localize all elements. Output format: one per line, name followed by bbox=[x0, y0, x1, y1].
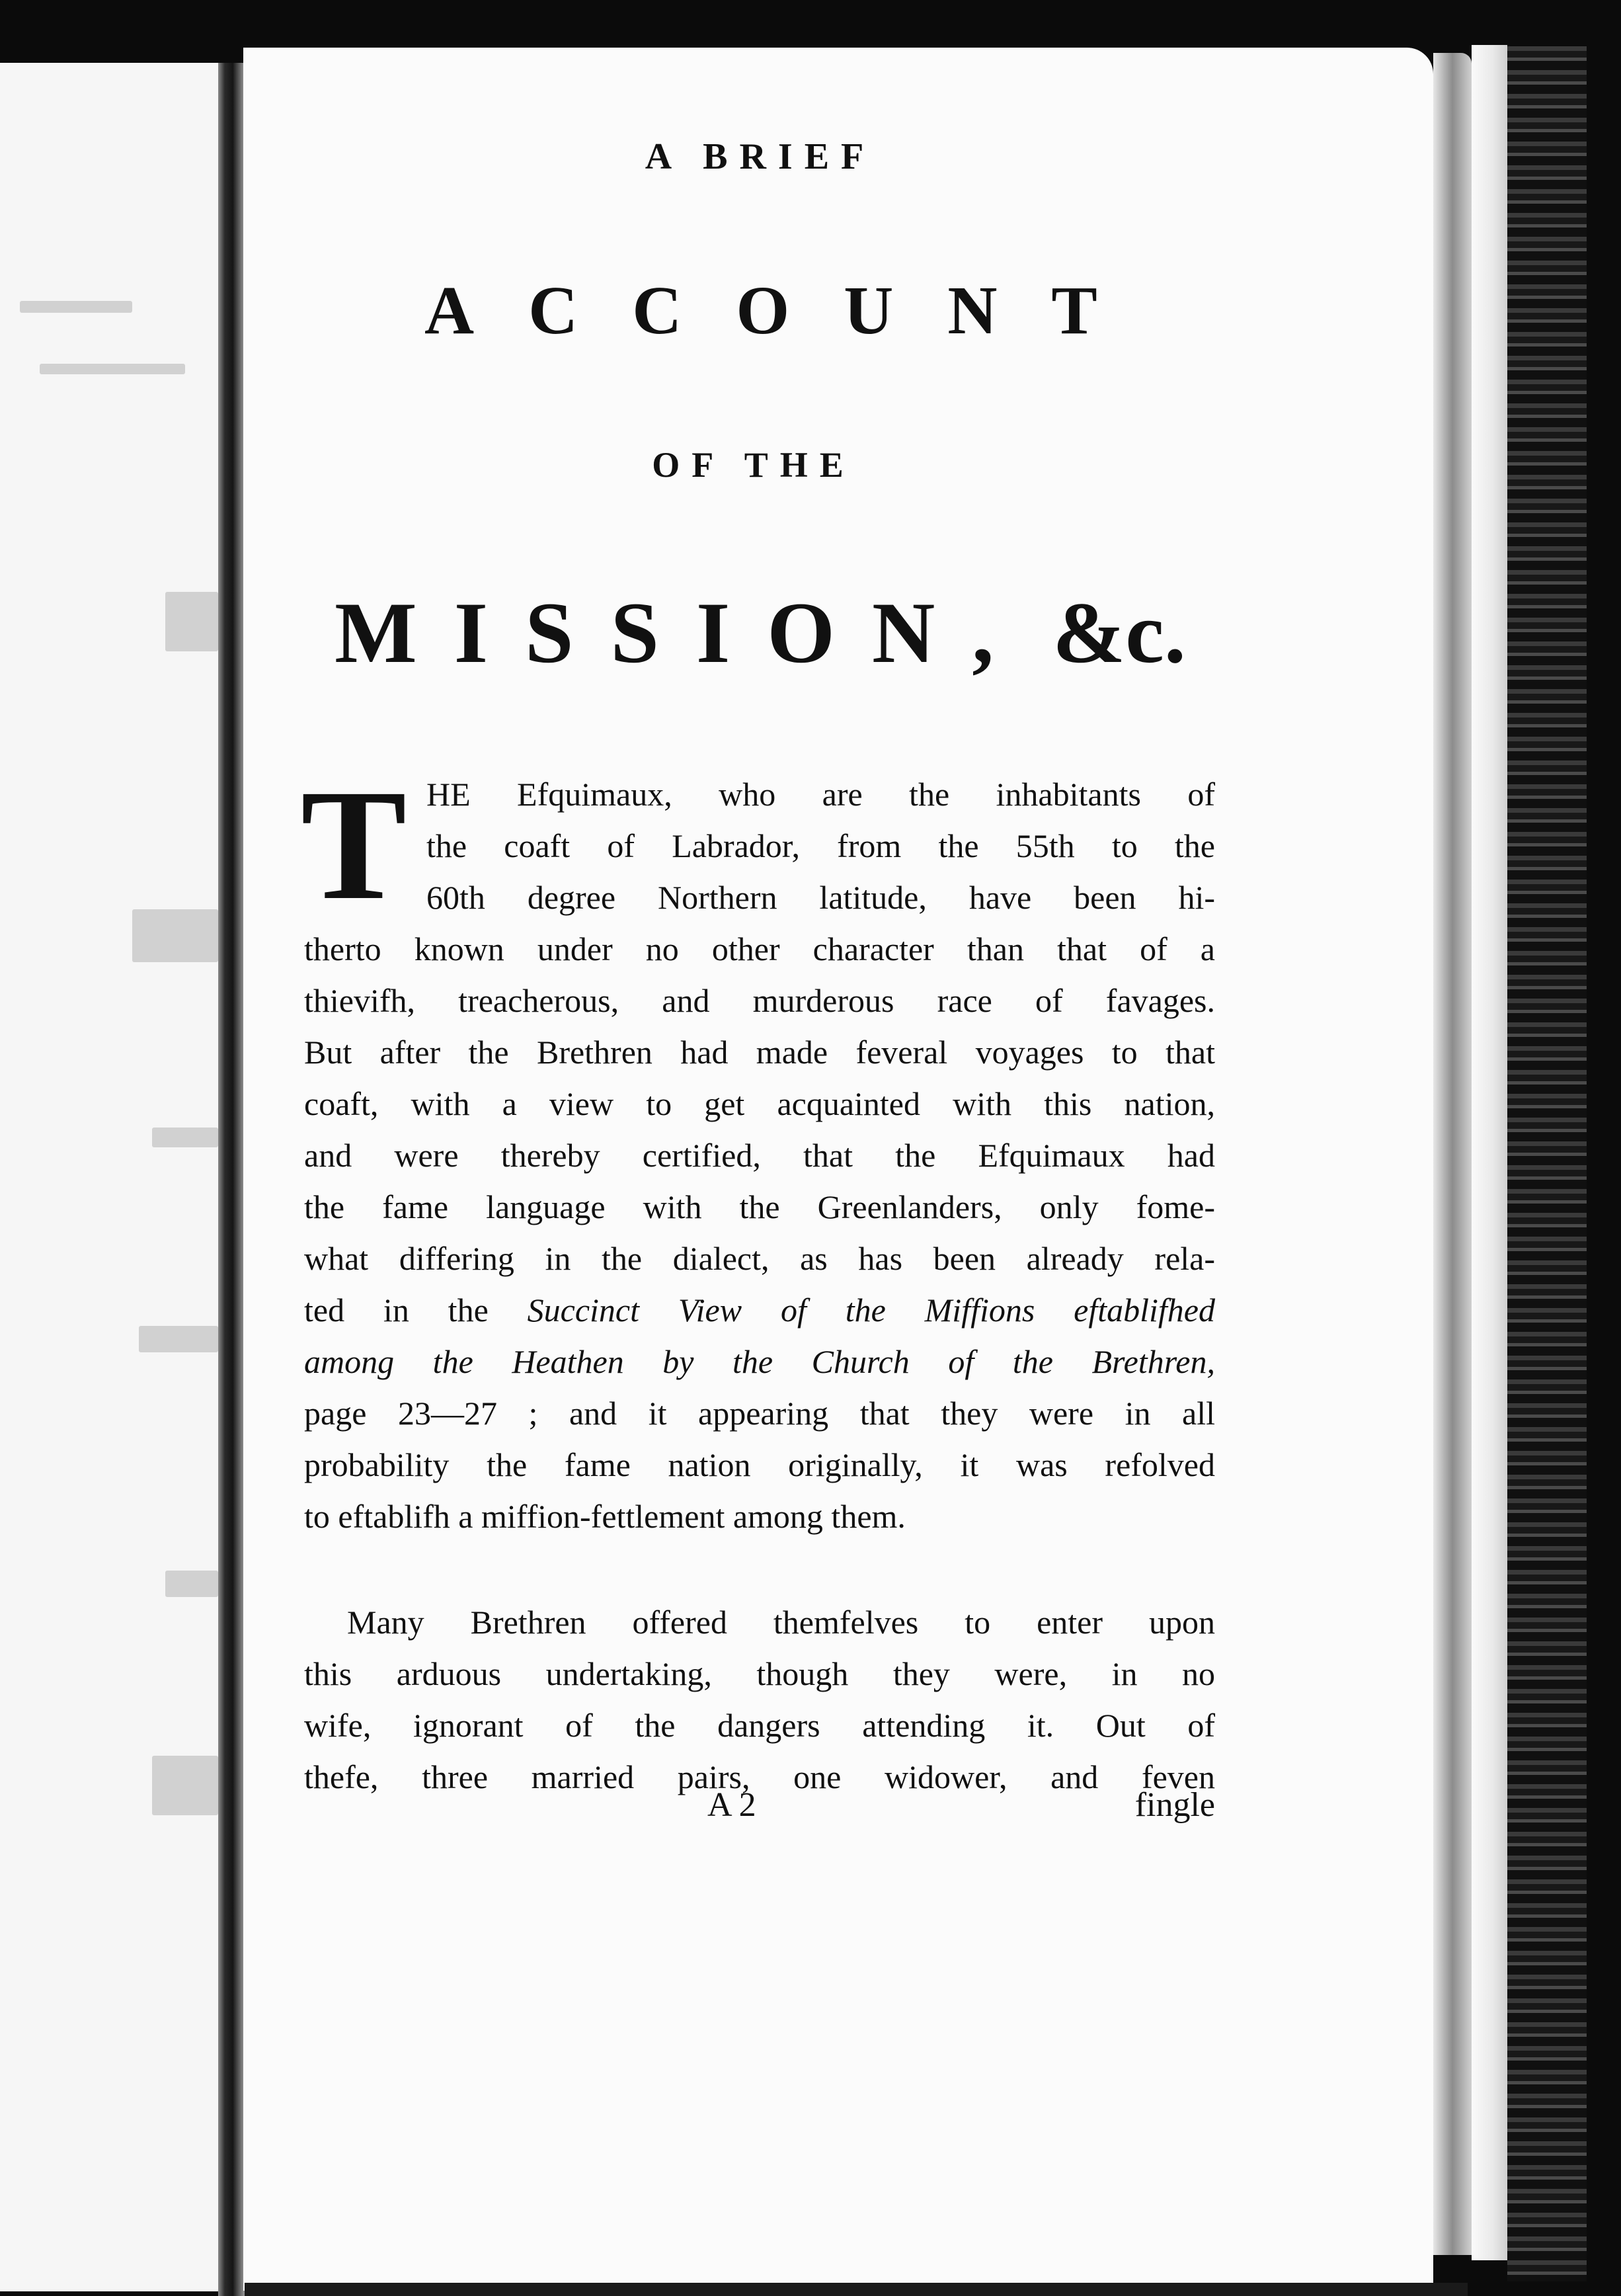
text-line: probability the fame nation originally, it was refolved bbox=[304, 1446, 1215, 1483]
heading-a-brief: A BRIEF bbox=[645, 136, 876, 177]
text-line: page 23—27 ; and it appearing that they were in all bbox=[304, 1395, 1215, 1432]
heading-mission bbox=[304, 582, 1216, 683]
page-stack-edge-outer bbox=[1472, 45, 1507, 2260]
bleed-through-mark bbox=[165, 592, 218, 651]
catchword: fingle bbox=[1134, 1786, 1215, 1824]
heading-of-the: OF THE bbox=[652, 445, 855, 485]
text-line: the fame language with the Greenlanders, only fome- bbox=[304, 1188, 1215, 1225]
signature-mark: A 2 bbox=[707, 1786, 756, 1824]
scan-bottom-shadow bbox=[245, 2283, 1468, 2296]
italic-book-title-cont: among the Heathen by the Church of the Brethren, bbox=[304, 1343, 1215, 1380]
bleed-through-mark bbox=[152, 1128, 218, 1147]
page-footer bbox=[304, 1785, 1215, 1832]
text-line: wife, ignorant of the dangers attending it. Out of bbox=[304, 1707, 1215, 1744]
book-gutter bbox=[218, 63, 245, 2296]
text-line: to eftablifh a miffion-fettlement among them. bbox=[304, 1498, 906, 1535]
body-text bbox=[301, 757, 1216, 1803]
text-fragment: ted in the bbox=[304, 1292, 528, 1329]
bleed-through-mark bbox=[40, 364, 185, 374]
heading-account: ACCOUNT bbox=[424, 272, 1152, 348]
bleed-through-mark bbox=[152, 1756, 218, 1815]
text-line: therto known under no other character than that of a bbox=[304, 930, 1215, 967]
heading-mission-word: MISSION, bbox=[335, 584, 1031, 681]
facing-page-left bbox=[0, 63, 225, 2291]
text-line: thefe, three married pairs, one widower, and feven bbox=[304, 1758, 1215, 1795]
paragraph-2 bbox=[304, 1596, 1215, 1803]
text-line: and were thereby certified, that the Efquimaux had bbox=[304, 1137, 1215, 1174]
bleed-through-mark bbox=[165, 1571, 218, 1597]
text-line: the coaft of Labrador, from the 55th to the bbox=[426, 827, 1215, 864]
bleed-through-mark bbox=[139, 1326, 218, 1352]
text-line: 60th degree Northern latitude, have been hi- bbox=[426, 879, 1215, 916]
bleed-through-mark bbox=[20, 301, 132, 313]
heading-etc: &c. bbox=[1031, 584, 1186, 681]
text-line: this arduous undertaking, though they were, in no bbox=[304, 1655, 1215, 1692]
text-line: But after the Brethren had made feveral voyages to that bbox=[304, 1034, 1215, 1071]
text-line: Many Brethren offered themfelves to enter upon bbox=[347, 1604, 1215, 1641]
text-line: what differing in the dialect, as has been already rela- bbox=[304, 1240, 1215, 1277]
book-cover-edge bbox=[1507, 46, 1587, 2281]
bleed-through-mark bbox=[132, 909, 218, 962]
italic-book-title: Succinct View of the Miffions eftablifhed bbox=[527, 1292, 1216, 1329]
paragraph-1 bbox=[304, 768, 1215, 1542]
text-line: coaft, with a view to get acquainted with this nation, bbox=[304, 1085, 1215, 1122]
text-line: thievifh, treacherous, and murderous race of favages. bbox=[304, 982, 1215, 1019]
text-line: HE Efquimaux, who are the inhabitants of bbox=[426, 776, 1215, 813]
page-stack-edge bbox=[1433, 53, 1472, 2255]
text-line-with-title bbox=[304, 1284, 1215, 1336]
drop-cap: T bbox=[301, 757, 407, 932]
